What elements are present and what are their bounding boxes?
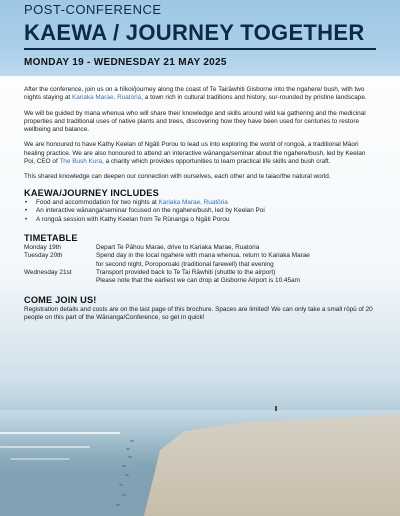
footprint (125, 474, 129, 476)
intro-paragraph-4: This shared knowledge can deepen our connection with ourselves, each other and te taiao/the natural world. (24, 173, 331, 181)
footprint (116, 504, 120, 506)
intro-text: , a town rich in cultural traditions and history, sur-rounded by pristine landscape. (141, 94, 367, 102)
kariaka-marae-ruatoria-link[interactable]: Kariaka Marae, Ruatōria (158, 198, 228, 206)
footprint (130, 440, 134, 442)
footprint (126, 448, 130, 450)
kariaka-marae-link[interactable]: Kariaka Marae, Ruatoria (71, 94, 142, 102)
timetable-line: Depart Te Pāhou Marae, drive to Kariaka Marae, Ruatoria (96, 244, 260, 252)
footprint (122, 465, 126, 467)
footprint (119, 484, 123, 486)
list-item (24, 199, 376, 207)
timetable-line: for second night, Poroporoaki (traditional farewell) that evening (96, 260, 274, 268)
join-heading: COME JOIN US! (24, 294, 97, 305)
timetable-table (24, 244, 310, 285)
main-content (24, 86, 376, 330)
page-title: KAEWA / JOURNEY TOGETHER (24, 20, 365, 45)
includes-list (24, 199, 376, 224)
timetable-day: Tuesday 20th (24, 252, 63, 260)
timetable-details (96, 252, 310, 269)
timetable-line: Please note that the earliest we can drop at Gisborne Airport is 10.45am (96, 277, 300, 285)
table-row (24, 252, 310, 269)
bush-kura-link[interactable]: The Bush Kura (59, 158, 103, 166)
wave-foam (10, 458, 70, 460)
intro-paragraph-3 (24, 141, 376, 166)
timetable-day: Monday 19th (24, 244, 61, 252)
event-dates: MONDAY 19 - WEDNESDAY 21 MAY 2025 (24, 57, 227, 68)
timetable-day: Wednesday 21st (24, 269, 72, 277)
join-paragraph: Registration details and costs are on the last page of this brochure. Spaces are limited! We can only take a small rōpū of 20 people on this part of the Wānanga/Conference, so get in quick! (24, 305, 373, 322)
wave-foam (0, 432, 120, 434)
intro-text: After the conference, join us on a hīkoi/journey along the coast of Te Tairāwhiti Gisborne into the ngahere/ bush, with two nights staying at (24, 86, 365, 102)
intro-paragraph-2: We will be guided by mana whenua who will share their knowledge and skills around wild kai gathering and the medicinal properties and traditional uses of native plants and trees, discovering how they have been used for centuries to restore wellbeing and balance. (24, 109, 366, 134)
list-item-text: Food and accommodation for two nights at (36, 198, 159, 206)
list-item: • An interactive wānanga/seminar focused on the ngahere/bush, led by Keelan Poi (24, 207, 376, 215)
timetable-details (96, 269, 310, 286)
timetable-line: Transport provided back to Te Tai Rāwhiti (shuttle to the airport) (96, 269, 276, 277)
title-divider (24, 48, 376, 50)
timetable-line: Spend day in the local ngahere with mana whenua, return to Kariaka Marae (96, 252, 310, 260)
intro-paragraph-1 (24, 86, 376, 103)
timetable-details (96, 244, 310, 252)
kicker-heading: POST-CONFERENCE (24, 2, 162, 17)
timetable-heading: TIMETABLE (24, 232, 78, 243)
intro-text: We are honoured to have Kathy Keelan of Ngāti Porou to lead us into exploring the world of rongoā, a traditional Māori healing practice. We are also honoured to attend an interactive wānanga/seminar about the ngahere/bush, led by Keelan Poi, CEO of (24, 141, 366, 166)
wave-foam (0, 446, 90, 448)
footprint (128, 456, 132, 458)
intro-text: , a charity which provides opportunities to learn practical life skills and bush craft. (102, 158, 331, 166)
table-row (24, 244, 310, 252)
list-item: • A rongoā session with Kathy Keelan from Te Rūnanga o Ngāti Porou (24, 216, 376, 224)
footprint (122, 494, 126, 496)
table-row (24, 269, 310, 286)
distant-person (275, 406, 277, 411)
includes-heading: KAEWA/JOURNEY INCLUDES (24, 187, 159, 198)
